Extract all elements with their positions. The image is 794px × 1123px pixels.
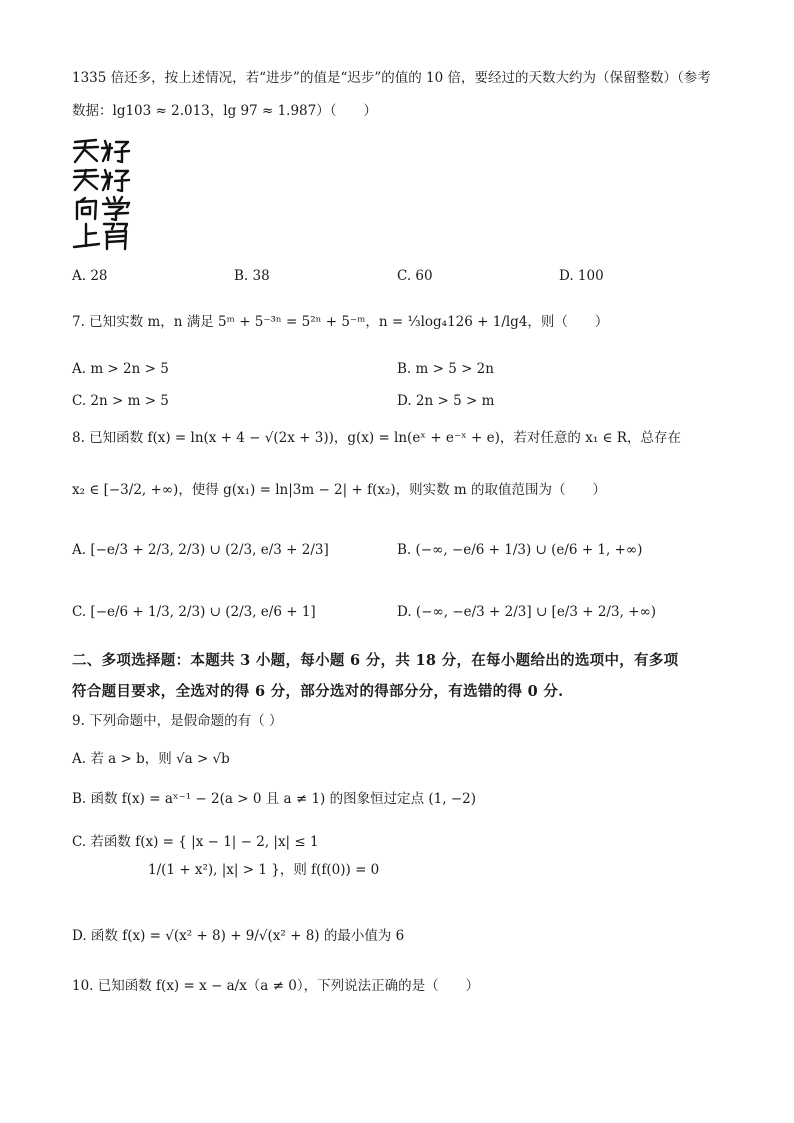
q8-option-d[interactable]: D. (−∞, −e/3 + 2/3] ∪ [e/3 + 2/3, +∞) [397,604,656,620]
q9-option-b[interactable]: B. 函数 f(x) = aˣ⁻¹ − 2(a > 0 且 a ≠ 1) 的图象恒过定点 (1, −2) [72,791,476,807]
section2-heading-line2: 符合题目要求，全选对的得 6 分，部分选对的得部分分，有选错的得 0 分. [72,683,564,700]
q6-option-d[interactable]: D. 100 [559,268,604,284]
q9-option-c-line1[interactable]: C. 若函数 f(x) = { |x − 1| − 2, |x| ≤ 1 [72,834,319,850]
q6-option-b[interactable]: B. 38 [234,268,270,284]
calligraphy-image [72,136,142,252]
q10-stem: 10. 已知函数 f(x) = x − a/x（a ≠ 0），下列说法正确的是（ ） [72,978,480,994]
q8-stem-line1: 8. 已知函数 f(x) = ln(x + 4 − √(2x + 3))，g(x) = ln(eˣ + e⁻ˣ + e)，若对任意的 x₁ ∈ R，总存在 [72,430,681,446]
q8-options-row2 [72,602,734,630]
q7-options-row2 [72,391,734,419]
q6-stem-line2: 数据：lg103 ≈ 2.013，lg 97 ≈ 1.987）（ ） [72,103,377,119]
q6-option-c[interactable]: C. 60 [397,268,433,284]
calligraphy-brush-icon [72,136,132,252]
q8-option-c[interactable]: C. [−e/6 + 1/3, 2/3) ∪ (2/3, e/6 + 1] [72,604,316,620]
q7-option-d[interactable]: D. 2n > 5 > m [397,393,495,409]
q8-option-a[interactable]: A. [−e/3 + 2/3, 2/3) ∪ (2/3, e/3 + 2/3] [72,542,329,558]
q7-option-c[interactable]: C. 2n > m > 5 [72,393,169,409]
q7-options-row1 [72,359,734,387]
q9-option-c-line2[interactable]: 1/(1 + x²), |x| > 1 }，则 f(f(0)) = 0 [148,862,380,878]
q8-options-row1 [72,540,734,568]
q7-stem: 7. 已知实数 m，n 满足 5ᵐ + 5⁻³ⁿ = 5²ⁿ + 5⁻ᵐ，n = ⅓log₄126 + 1/lg4，则（ ） [72,314,609,330]
q8-option-b[interactable]: B. (−∞, −e/6 + 1/3) ∪ (e/6 + 1, +∞) [397,542,643,558]
q6-options [72,266,734,294]
q6-option-a[interactable]: A. 28 [72,268,108,284]
q9-option-a[interactable]: A. 若 a > b，则 √a > √b [72,751,230,767]
q7-option-a[interactable]: A. m > 2n > 5 [72,361,169,377]
q9-option-d[interactable]: D. 函数 f(x) = √(x² + 8) + 9/√(x² + 8) 的最小值为 6 [72,928,405,944]
q6-stem-line1: 1335 倍还多，按上述情况，若“进步”的值是“迟步”的值的 10 倍，要经过的天数大约为（保留整数）（参考 [72,70,711,86]
section2-heading-line1: 二、多项选择题：本题共 3 小题，每小题 6 分，共 18 分，在每小题给出的选项中，有多项 [72,652,679,669]
q8-stem-line2: x₂ ∈ [−3/2, +∞)，使得 g(x₁) = ln|3m − 2| + f(x₂)，则实数 m 的取值范围为（ ） [72,482,607,498]
q9-stem: 9. 下列命题中，是假命题的有（ ） [72,713,283,729]
q7-option-b[interactable]: B. m > 5 > 2n [397,361,494,377]
